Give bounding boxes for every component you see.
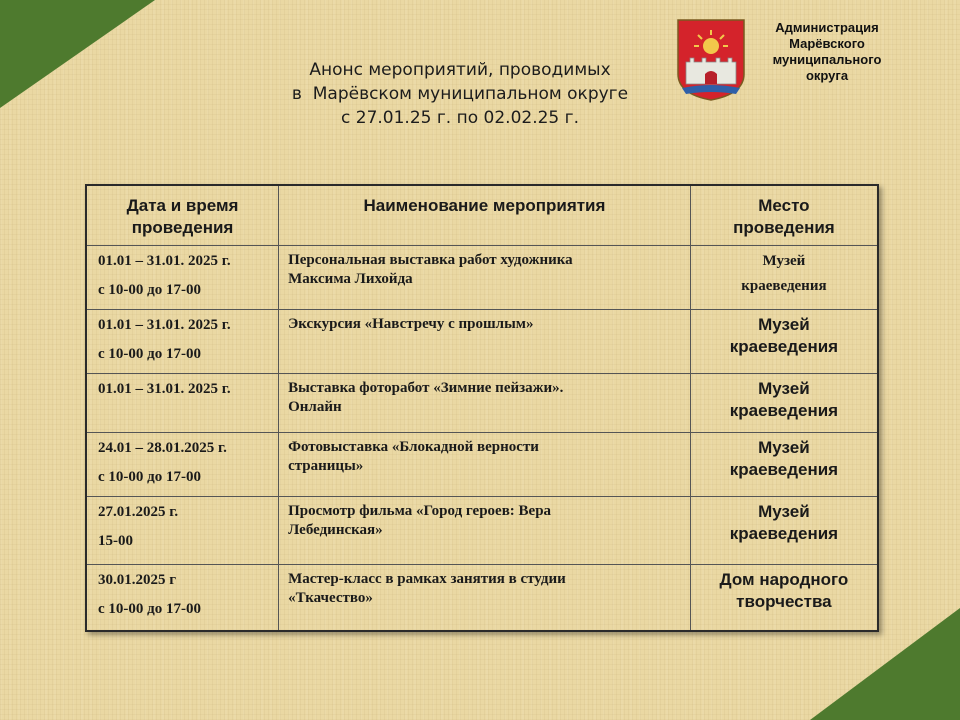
event-date — [86, 432, 279, 496]
time-line: с 10-00 до 17-00 — [98, 281, 201, 298]
header-text: Наименование мероприятия — [363, 196, 606, 215]
event-name — [279, 432, 691, 496]
place-line: краеведения — [729, 459, 839, 479]
event-date — [86, 564, 279, 631]
place-line: Музей — [762, 252, 806, 269]
header-text: проведения — [733, 218, 835, 237]
name-line: Максима Лихойда — [288, 270, 413, 287]
name-line: страницы» — [288, 457, 364, 474]
event-name — [279, 496, 691, 564]
header-place — [690, 185, 878, 245]
admin-line: Марёвского — [789, 36, 865, 51]
event-name — [279, 245, 691, 309]
time-line: с 10-00 до 17-00 — [98, 345, 201, 362]
event-name — [279, 564, 691, 631]
name-line: Фотовыставка «Блокадной верности — [288, 438, 539, 455]
name-line: «Ткачество» — [288, 589, 373, 606]
name-line: Просмотр фильма «Город героев: Вера — [288, 502, 552, 519]
place-line: Музей — [758, 314, 810, 334]
date-line: 30.01.2025 г — [98, 571, 177, 588]
date-line: 01.01 – 31.01. 2025 г. — [98, 380, 231, 397]
announcement-title — [250, 58, 670, 130]
title-line: Анонс мероприятий, проводимых — [309, 60, 611, 80]
time-line: с 10-00 до 17-00 — [98, 468, 201, 485]
name-line: Лебединская» — [288, 521, 383, 538]
header-text: Дата и время — [126, 196, 239, 215]
coat-of-arms-icon — [676, 18, 746, 102]
event-place — [690, 564, 878, 631]
title-line: в Марёвском муниципальном округе — [291, 84, 629, 104]
place-line: Музей — [758, 437, 810, 457]
admin-line: Администрация — [775, 20, 879, 35]
table-row — [86, 496, 878, 564]
table-row — [86, 309, 878, 373]
time-line: с 10-00 до 17-00 — [98, 600, 201, 617]
corner-decoration-top-left — [0, 0, 155, 108]
event-date — [86, 245, 279, 309]
event-place — [690, 245, 878, 309]
table-row — [86, 564, 878, 631]
table-row — [86, 373, 878, 432]
administration-label — [752, 20, 902, 84]
name-line: Персональная выставка работ художника — [288, 251, 573, 268]
admin-line: муниципального — [772, 52, 882, 67]
place-line: краеведения — [741, 277, 827, 294]
place-line: краеведения — [729, 523, 839, 543]
header-text: Место — [758, 196, 810, 215]
event-date — [86, 373, 279, 432]
table-row — [86, 432, 878, 496]
event-place — [690, 309, 878, 373]
event-place — [690, 432, 878, 496]
date-line: 01.01 – 31.01. 2025 г. — [98, 316, 231, 333]
name-line: Онлайн — [288, 398, 342, 415]
title-line: с 27.01.25 г. по 02.02.25 г. — [341, 108, 579, 128]
place-line: Музей — [758, 501, 810, 521]
event-place — [690, 373, 878, 432]
event-name — [279, 373, 691, 432]
name-line: Выставка фоторабот «Зимние пейзажи». — [288, 379, 564, 396]
place-line: Музей — [758, 378, 810, 398]
events-table — [85, 184, 879, 632]
time-line: 15-00 — [98, 532, 133, 549]
header-date — [86, 185, 279, 245]
table-row — [86, 245, 878, 309]
date-line: 24.01 – 28.01.2025 г. — [98, 439, 227, 456]
event-name — [279, 309, 691, 373]
place-line: краеведения — [729, 400, 839, 420]
date-line: 01.01 – 31.01. 2025 г. — [98, 252, 231, 269]
place-line: творчества — [736, 591, 832, 611]
place-line: Дом народного — [719, 569, 849, 589]
header-event-name — [279, 185, 691, 245]
name-line: Экскурсия «Навстречу с прошлым» — [288, 315, 534, 332]
events-table-container — [85, 184, 879, 632]
place-line: краеведения — [729, 336, 839, 356]
event-date — [86, 496, 279, 564]
header-text: проведения — [131, 218, 234, 237]
date-line: 27.01.2025 г. — [98, 503, 179, 520]
event-place — [690, 496, 878, 564]
admin-line: округа — [805, 68, 849, 83]
name-line: Мастер-класс в рамках занятия в студии — [288, 570, 566, 587]
event-date — [86, 309, 279, 373]
table-header-row — [86, 185, 878, 245]
